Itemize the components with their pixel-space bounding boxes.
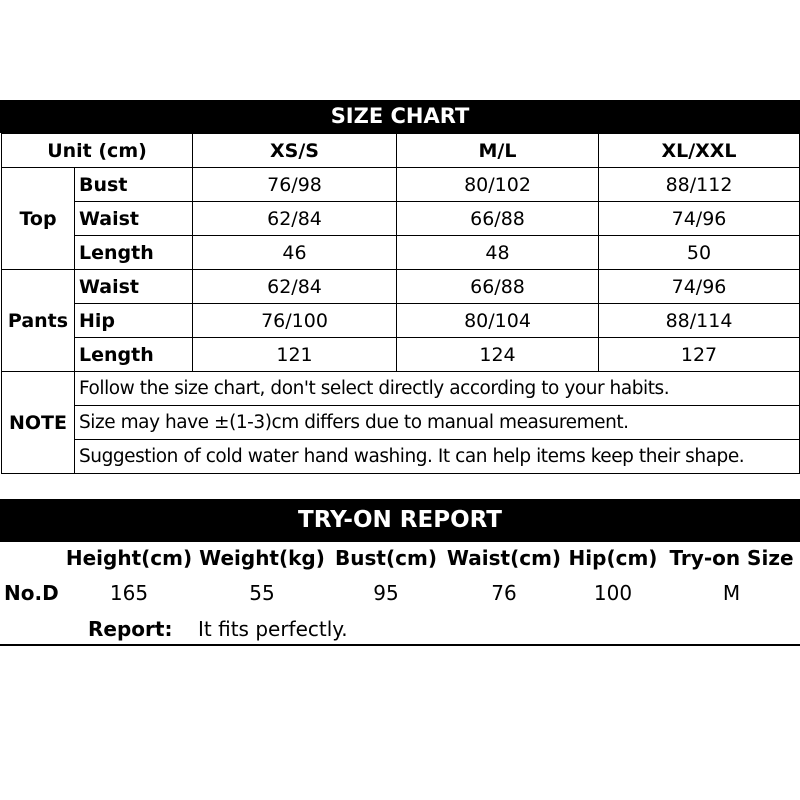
- table-cell: 127: [599, 338, 800, 372]
- note-label: NOTE: [2, 372, 75, 474]
- model-value: 55: [249, 581, 275, 605]
- model-value: 95: [373, 581, 399, 605]
- table-cell: 74/96: [599, 202, 800, 236]
- column-header: Height(cm): [65, 546, 193, 570]
- model-value: 100: [593, 581, 633, 605]
- table-row: [2, 304, 800, 338]
- size-chart: [0, 100, 800, 467]
- table-row: [2, 338, 800, 372]
- model-value: 76: [491, 581, 517, 605]
- table-cell: 76/100: [193, 304, 397, 338]
- table-row: [2, 168, 800, 202]
- divider: [0, 644, 800, 646]
- table-cell: 76/98: [193, 168, 397, 202]
- column-header: Bust(cm): [335, 546, 437, 570]
- group-label-top: Top: [2, 168, 75, 270]
- measure-label: Waist: [75, 270, 193, 304]
- table-row: [2, 270, 800, 304]
- column-header: Try-on Size: [669, 546, 794, 570]
- table-cell: 124: [397, 338, 599, 372]
- table-cell: 62/84: [193, 270, 397, 304]
- model-value: M: [722, 581, 741, 605]
- measure-label: Bust: [75, 168, 193, 202]
- report-text: It fits perfectly.: [198, 617, 348, 641]
- measure-label: Waist: [75, 202, 193, 236]
- size-header: M/L: [397, 134, 599, 168]
- report-row: [0, 612, 800, 646]
- size-header: XL/XXL: [599, 134, 800, 168]
- table-cell: 80/104: [397, 304, 599, 338]
- try-on-report: [0, 499, 800, 647]
- model-value: 165: [109, 581, 149, 605]
- table-cell: 121: [193, 338, 397, 372]
- size-chart-table: [1, 133, 800, 474]
- measure-label: Length: [75, 236, 193, 270]
- model-row: [0, 576, 800, 610]
- note-text: Size may have ±(1-3)cm differs due to manual measurement.: [75, 406, 800, 440]
- measure-label: Length: [75, 338, 193, 372]
- table-cell: 88/112: [599, 168, 800, 202]
- group-label-pants: Pants: [2, 270, 75, 372]
- table-cell: 88/114: [599, 304, 800, 338]
- column-header: Weight(kg): [199, 546, 325, 570]
- note-row: [2, 372, 800, 406]
- note-row: [2, 406, 800, 440]
- report-label: Report:: [88, 617, 173, 641]
- note-text: Follow the size chart, don't select directly according to your habits.: [75, 372, 800, 406]
- size-header: XS/S: [193, 134, 397, 168]
- table-row: [2, 236, 800, 270]
- measure-label: Hip: [75, 304, 193, 338]
- header-row: [2, 134, 800, 168]
- table-cell: 46: [193, 236, 397, 270]
- column-header: Waist(cm): [446, 546, 562, 570]
- table-cell: 62/84: [193, 202, 397, 236]
- unit-label: Unit (cm): [2, 134, 193, 168]
- try-on-title: TRY-ON REPORT: [0, 499, 800, 542]
- table-cell: 80/102: [397, 168, 599, 202]
- note-text: Suggestion of cold water hand washing. It can help items keep their shape.: [75, 440, 800, 474]
- table-cell: 74/96: [599, 270, 800, 304]
- table-cell: 50: [599, 236, 800, 270]
- note-row: [2, 440, 800, 474]
- table-cell: 48: [397, 236, 599, 270]
- model-label: No.D: [4, 581, 59, 605]
- table-row: [2, 202, 800, 236]
- size-chart-title: SIZE CHART: [0, 100, 800, 133]
- column-header: Hip(cm): [568, 546, 658, 570]
- table-cell: 66/88: [397, 270, 599, 304]
- try-on-header-row: [0, 541, 800, 575]
- table-cell: 66/88: [397, 202, 599, 236]
